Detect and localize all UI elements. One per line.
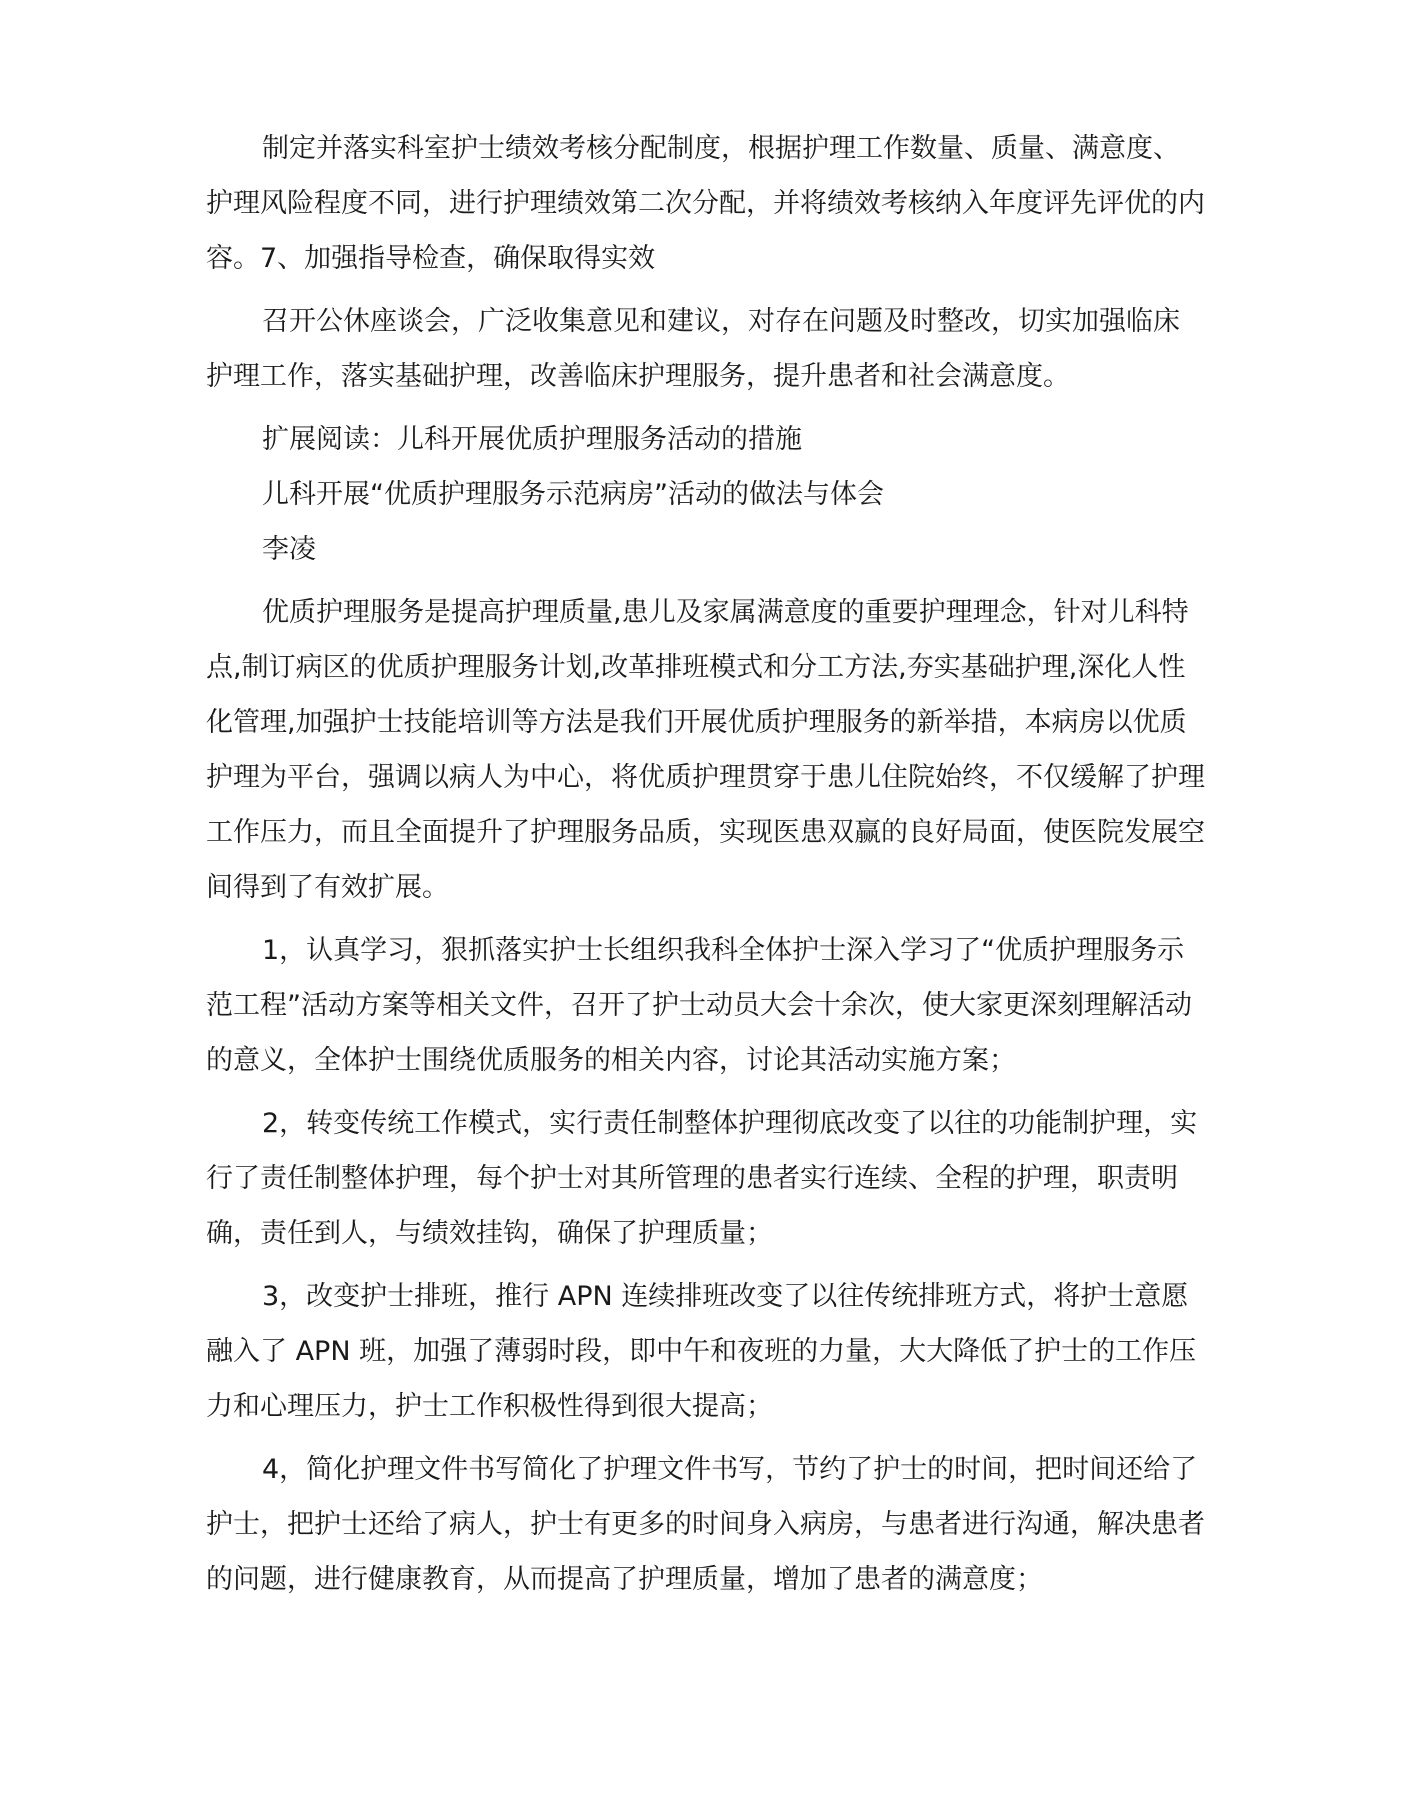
paragraph-item-3: 3，改变护士排班，推行 APN 连续排班改变了以往传统排班方式，将护士意愿融入了 APN 班，加强了薄弱时段，即中午和夜班的力量，大大降低了护士的工作压力和心理压力，护士工作积极性得到很大提高；: [206, 1281, 1197, 1422]
paragraph-extended-reading: 扩展阅读：儿科开展优质护理服务活动的措施: [262, 424, 802, 455]
document-body: [206, 121, 1206, 1607]
article-title: 儿科开展“优质护理服务示范病房”活动的做法与体会: [262, 479, 884, 510]
paragraph-patient-meeting: 召开公休座谈会，广泛收集意见和建议，对存在问题及时整改，切实加强临床护理工作，落实基础护理，改善临床护理服务，提升患者和社会满意度。: [206, 306, 1180, 392]
paragraph-performance-system: 制定并落实科室护士绩效考核分配制度，根据护理工作数量、质量、满意度、护理风险程度不同，进行护理绩效第二次分配，并将绩效考核纳入年度评先评优的内容。7、加强指导检查，确保取得实效: [206, 133, 1205, 274]
paragraph-item-2: 2，转变传统工作模式，实行责任制整体护理彻底改变了以往的功能制护理，实行了责任制整体护理，每个护士对其所管理的患者实行连续、全程的护理，职责明确，责任到人，与绩效挂钩，确保了护理质量；: [206, 1108, 1198, 1249]
paragraph-item-4: 4，简化护理文件书写简化了护理文件书写，节约了护士的时间，把时间还给了护士，把护士还给了病人，护士有更多的时间身入病房，与患者进行沟通，解决患者的问题，进行健康教育，从而提高了护理质量，增加了患者的满意度；: [206, 1454, 1205, 1595]
article-author: 李凌: [262, 534, 316, 565]
paragraph-item-1: 1，认真学习，狠抓落实护士长组织我科全体护士深入学习了“优质护理服务示范工程”活动方案等相关文件，召开了护士动员大会十余次，使大家更深刻理解活动的意义，全体护士围绕优质服务的相关内容，讨论其活动实施方案；: [206, 935, 1192, 1076]
paragraph-introduction: 优质护理服务是提高护理质量,患儿及家属满意度的重要护理理念，针对儿科特点,制订病区的优质护理服务计划,改革排班模式和分工方法,夯实基础护理,深化人性化管理,加强护士技能培训等方法是我们开展优质护理服务的新举措，本病房以优质护理为平台，强调以病人为中心，将优质护理贯穿于患儿住院始终，不仅缓解了护理工作压力，而且全面提升了护理服务品质，实现医患双赢的良好局面，使医院发展空间得到了有效扩展。: [206, 597, 1205, 903]
